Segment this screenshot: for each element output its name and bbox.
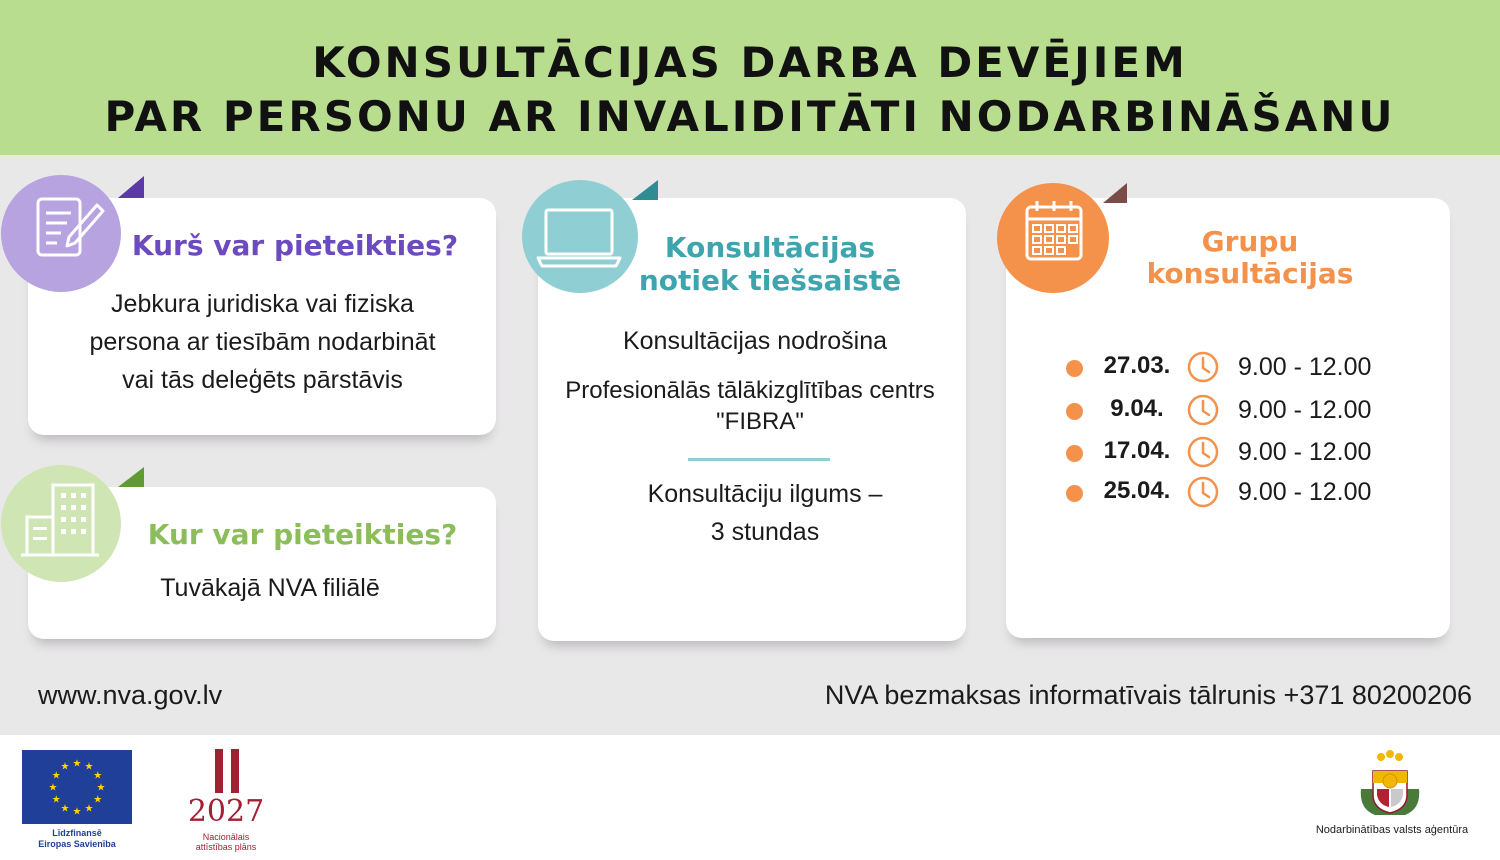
clock-icon	[1186, 393, 1220, 427]
eu-star: ★	[60, 761, 70, 773]
where-card-icon-circle	[1, 465, 121, 582]
plan-logo-bar-left	[215, 749, 223, 793]
online-card-title-line1: Konsultācijas	[664, 231, 876, 264]
divider	[688, 458, 830, 461]
session-time: 9.00 - 12.00	[1238, 438, 1372, 466]
bullet-dot	[1066, 403, 1083, 420]
clock-icon	[1186, 435, 1220, 469]
provider-line2: "FIBRA"	[716, 408, 804, 435]
eu-flag-logo	[22, 750, 132, 824]
session-date: 27.03.	[1103, 352, 1171, 379]
who-card-icon-circle	[1, 175, 121, 292]
who-card-line2: persona ar tiesībām nodarbināt	[89, 328, 436, 356]
where-card-tab	[118, 467, 144, 487]
who-card-line1: Jebkura juridiska vai fiziska	[111, 290, 414, 318]
bullet-dot	[1066, 485, 1083, 502]
eu-star: ★	[93, 770, 103, 782]
eu-star: ★	[51, 794, 61, 806]
provided-by-text: Konsultācijas nodrošina	[622, 327, 888, 355]
eu-star: ★	[93, 794, 103, 806]
session-time: 9.00 - 12.00	[1238, 353, 1372, 381]
plan-line2: attīstības plāns	[195, 842, 257, 852]
session-time: 9.00 - 12.00	[1238, 396, 1372, 424]
eu-line1: Līdzfinansē	[52, 828, 102, 838]
session-row	[1062, 392, 1402, 428]
eu-star: ★	[96, 782, 106, 794]
session-row	[1062, 474, 1402, 510]
plan-year: 2027	[187, 794, 265, 829]
bullet-dot	[1066, 360, 1083, 377]
eu-star: ★	[72, 806, 82, 818]
session-row	[1062, 434, 1402, 470]
bullet-dot	[1066, 445, 1083, 462]
agency-name: Nodarbinātības valsts aģentūra	[1315, 824, 1469, 836]
eu-star: ★	[60, 803, 70, 815]
session-time: 9.00 - 12.00	[1238, 478, 1372, 506]
group-card-title-line2: konsultācijas	[1146, 257, 1354, 290]
group-card-title-line1: Grupu	[1201, 225, 1299, 258]
session-date: 9.04.	[1110, 395, 1164, 422]
eu-star: ★	[51, 770, 61, 782]
eu-line2: Eiropas Savienība	[38, 839, 116, 849]
eu-star: ★	[48, 782, 58, 794]
who-card-title: Kurš var pieteikties?	[131, 229, 459, 262]
plan-logo-bar-right	[231, 749, 239, 793]
plan-line1: Nacionālais	[202, 832, 250, 842]
eu-star: ★	[72, 758, 82, 770]
document-pen-icon	[1, 175, 121, 292]
where-card-text: Tuvākajā NVA filiālē	[160, 574, 380, 602]
building-icon	[1, 465, 121, 582]
phone-info: NVA bezmaksas informatīvais tālrunis +371 80200206	[824, 680, 1472, 710]
clock-icon	[1186, 350, 1220, 384]
duration-line1: Konsultāciju ilgums –	[647, 480, 883, 508]
logo-bar	[0, 735, 1500, 860]
page-title-line2: PAR PERSONU AR INVALIDITĀTI NODARBINĀŠANU	[104, 92, 1396, 141]
clock-icon	[1186, 475, 1220, 509]
header-banner	[0, 0, 1500, 155]
duration-line2: 3 stundas	[710, 518, 820, 546]
where-card-title: Kur var pieteikties?	[147, 518, 458, 551]
eu-star: ★	[84, 761, 94, 773]
session-date: 25.04.	[1103, 477, 1171, 504]
online-card-title-line2: notiek tiešsaistē	[638, 264, 902, 297]
page-title-line1: KONSULTĀCIJAS DARBA DEVĒJIEM	[312, 38, 1188, 87]
eu-star: ★	[84, 803, 94, 815]
who-card-tab	[118, 176, 144, 198]
coat-of-arms-logo	[1357, 749, 1423, 819]
session-row	[1062, 349, 1402, 385]
session-date: 17.04.	[1103, 437, 1171, 464]
who-card-line3: vai tās deleģēts pārstāvis	[122, 366, 403, 394]
website-link[interactable]: www.nva.gov.lv	[38, 680, 223, 710]
provider-line1: Profesionālās tālākizglītības centrs	[565, 377, 935, 404]
